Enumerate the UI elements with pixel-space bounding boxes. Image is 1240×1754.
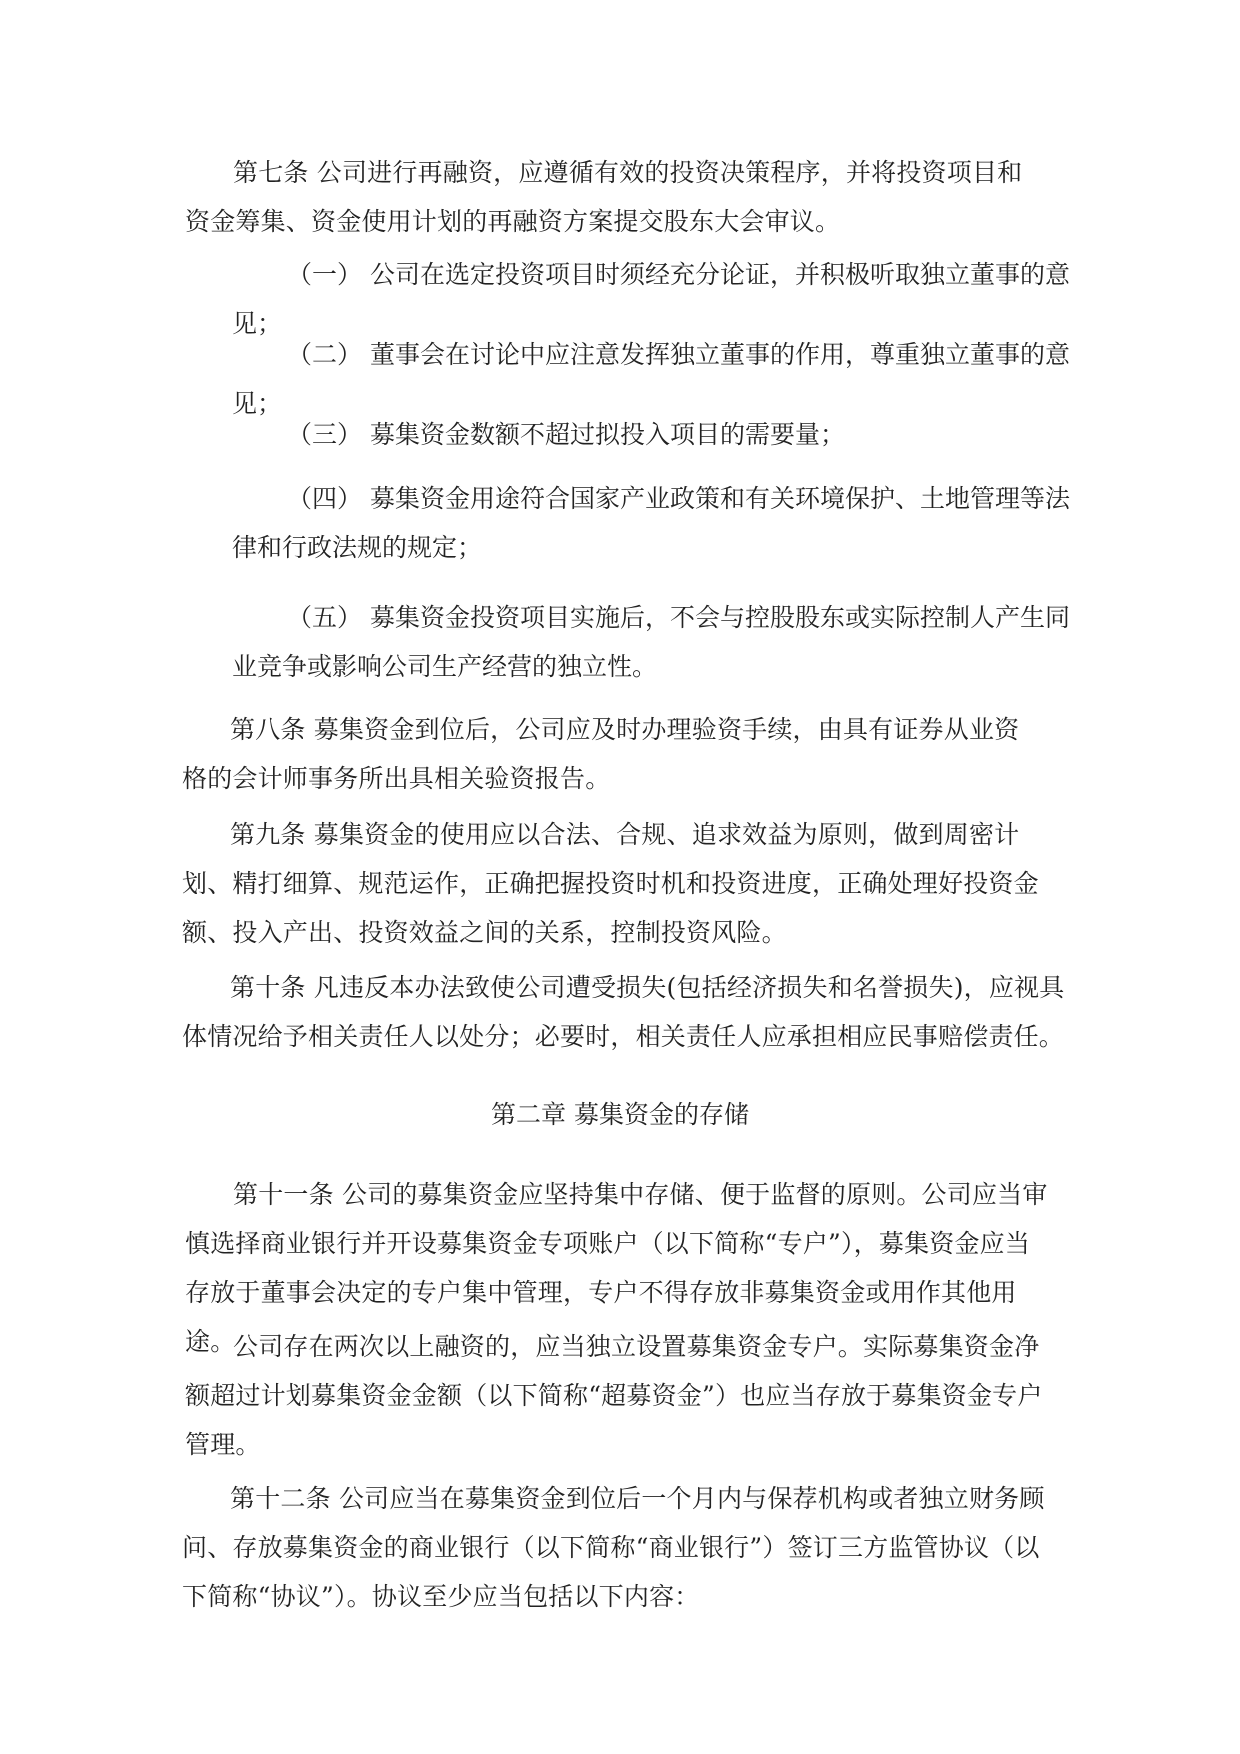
article-7-item-4: （四） 募集资金用途符合国家产业政策和有关环境保护、土地管理等法律和行政法规的规定； [232,484,1070,562]
article-7-item-1: （一） 公司在选定投资项目时须经充分论证，并积极听取独立董事的意见； [232,260,1070,338]
article-10: 第十条 凡违反本办法致使公司遭受损失(包括经济损失和名誉损失)，应视具体情况给予相关责任人以处分；必要时，相关责任人应承担相应民事赔偿责任。 [182,973,1065,1051]
article-8: 第八条 募集资金到位后，公司应及时办理验资手续，由具有证券从业资格的会计师事务所出具相关验资报告。 [182,715,1020,793]
article-7-item-5: （五） 募集资金投资项目实施后，不会与控股股东或实际控制人产生同业竞争或影响公司生产经营的独立性。 [232,603,1070,681]
article-12: 第十二条 公司应当在募集资金到位后一个月内与保荐机构或者独立财务顾问、存放募集资金的商业银行（以下简称“商业银行”）签订三方监管协议（以下简称“协议”）。协议至少应当包括以下内容： [182,1484,1045,1611]
article-7: 第七条 公司进行再融资，应遵循有效的投资决策程序，并将投资项目和资金筹集、资金使用计划的再融资方案提交股东大会审议。 [185,158,1023,236]
article-7-item-2: （二） 董事会在讨论中应注意发挥独立董事的作用，尊重独立董事的意见； [232,340,1070,418]
article-11: 第十一条 公司的募集资金应坚持集中存储、便于监督的原则。公司应当审慎选择商业银行并开设募集资金专项账户（以下简称“专户”），募集资金应当存放于董事会决定的专户集中管理，专户不得存放非募集资金或用作其他用途。 [185,1180,1048,1356]
extra-paragraph: 公司存在两次以上融资的，应当独立设置募集资金专户。实际募集资金净额超过计划募集资金金额（以下简称“超募资金”）也应当存放于募集资金专户管理。 [185,1332,1043,1459]
article-7-item-3: （三） 募集资金数额不超过拟投入项目的需要量； [287,420,845,449]
chapter-2-title: 第二章 募集资金的存储 [491,1100,749,1129]
article-9: 第九条 募集资金的使用应以合法、合规、追求效益为原则，做到周密计划、精打细算、规范运作，正确把握投资时机和投资进度，正确处理好投资金额、投入产出、投资效益之间的关系，控制投资风险。 [182,820,1039,947]
